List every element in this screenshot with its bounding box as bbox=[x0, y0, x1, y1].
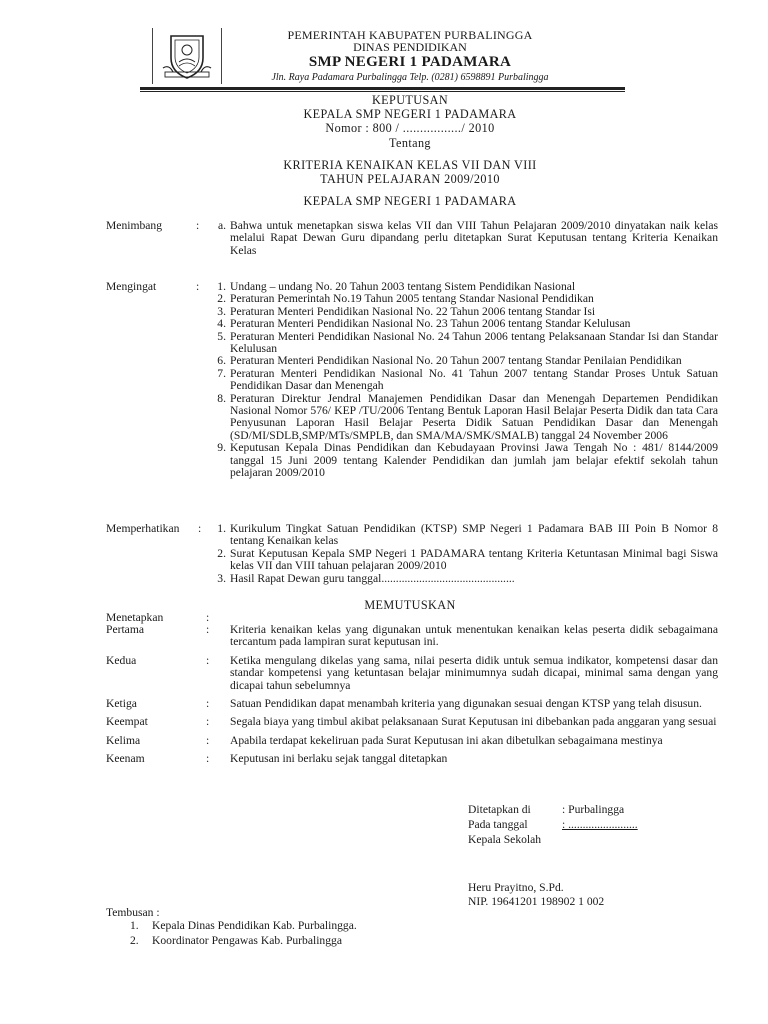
decision-label: Keenam bbox=[106, 752, 145, 766]
list-item bbox=[217, 571, 718, 585]
section-label: Menimbang bbox=[106, 219, 163, 232]
decision-row-kelima bbox=[106, 735, 716, 747]
item-number: a. bbox=[217, 219, 226, 232]
signature-block bbox=[468, 804, 728, 846]
section-colon: : bbox=[196, 219, 200, 232]
item-number: 4. bbox=[217, 317, 226, 331]
item-text: Peraturan Direktur Jendral Manajemen Pendidikan Dasar dan Menengah Departemen Pendidikan Nasional Nomor 576/ KEP /TU/2006 Tentang Bentuk Laporan Hasil Belajar Peserta Didik dan tata Cara Penyusunan Laporan Hasil Belajar Peserta Didik Satuan Pendidikan Dasar dan Menengah (SD/MI/SDLB,SMP/MTs/SMPLB, dan SMA/MA/SMK/SMALB) tanggal 24 November 2006 bbox=[230, 391, 718, 442]
section-label: Memperhatikan bbox=[106, 522, 180, 535]
item-number: 9. bbox=[217, 441, 226, 455]
crest-icon bbox=[159, 28, 215, 82]
tembusan-block bbox=[106, 907, 506, 947]
title-kepala: KEPALA SMP NEGERI 1 PADAMARA bbox=[303, 107, 517, 121]
tanggal-label: Pada tanggal bbox=[468, 818, 528, 832]
item-text: Peraturan Pemerintah No.19 Tahun 2005 tentang Standar Nasional Pendidikan bbox=[230, 292, 594, 306]
decision-colon: : bbox=[206, 623, 210, 636]
item-text: Surat Keputusan Kepala SMP Negeri 1 PADAMARA tentang Kriteria Ketuntasan Minimal bagi Siswa kelas VII dan VIII tahuan pelajaran 2009/2010 bbox=[230, 546, 718, 573]
tembusan-label: Tembusan : bbox=[106, 906, 160, 919]
decision-label: Kelima bbox=[106, 733, 141, 747]
list-item bbox=[217, 546, 718, 573]
letterhead-rule-thick bbox=[140, 87, 625, 90]
section-colon: : bbox=[196, 280, 200, 293]
item-number: 3. bbox=[217, 304, 226, 318]
decision-text: Keputusan ini berlaku sejak tanggal ditetapkan bbox=[230, 752, 448, 766]
ditetapkan-row bbox=[468, 804, 728, 816]
decision-colon: : bbox=[206, 697, 210, 711]
signature-jabatan: Kepala Sekolah bbox=[468, 832, 542, 846]
decision-row-pertama bbox=[106, 624, 716, 649]
decision-text: Segala biaya yang timbul akibat pelaksanaan Surat Keputusan ini dibebankan pada anggaran yang sesuai bbox=[230, 715, 717, 729]
section-memutuskan bbox=[106, 612, 716, 766]
signature-name: Heru Prayitno, S.Pd. bbox=[468, 881, 564, 894]
item-text: Koordinator Pengawas Kab. Purbalingga bbox=[152, 933, 342, 947]
decision-label: Ketiga bbox=[106, 697, 137, 711]
decision-label: Keempat bbox=[106, 715, 148, 729]
ditetapkan-label: Ditetapkan di bbox=[468, 803, 531, 816]
list-item bbox=[217, 441, 718, 480]
decision-colon: : bbox=[206, 653, 210, 667]
tanggal-row bbox=[468, 819, 728, 831]
ditetapkan-value: : Purbalingga bbox=[562, 803, 625, 816]
title-subject-2: TAHUN PELAJARAN 2009/2010 bbox=[320, 172, 500, 186]
letterhead-line-1: PEMERINTAH KABUPATEN PURBALINGGA bbox=[287, 28, 533, 42]
letterhead-address: Jln. Raya Padamara Purbalingga Telp. (0281) 6598891 Purbalingga bbox=[271, 72, 549, 83]
item-number: 2. bbox=[217, 546, 226, 560]
item-number: 7. bbox=[217, 366, 226, 380]
decision-row-keempat bbox=[106, 716, 716, 728]
item-text: Peraturan Menteri Pendidikan Nasional No. 23 Tahun 2006 tentang Standar Kelulusan bbox=[230, 317, 631, 331]
item-text: Kepala Dinas Pendidikan Kab. Purbalingga. bbox=[152, 919, 357, 933]
section-colon: : bbox=[198, 522, 202, 535]
decision-text: Ketika mengulang dikelas yang sama, nilai peserta didik untuk semua indikator, kompetensi dasar dan standar kompetensi yang ketuntasan belajar minimumnya sudah dicapai, minimal sama dengan yang dicapai tahun sebelumnya bbox=[230, 653, 718, 692]
list-item bbox=[217, 391, 718, 443]
item-text: Peraturan Menteri Pendidikan Nasional No. 24 Tahun 2006 tentang Pelaksanaan Standar Isi dan Standar Kelulusan bbox=[230, 329, 718, 356]
decision-colon: : bbox=[206, 611, 210, 624]
item-number: 1. bbox=[217, 280, 226, 293]
item-text: Peraturan Menteri Pendidikan Nasional No. 22 Tahun 2006 tentang Standar Isi bbox=[230, 304, 596, 318]
decision-label: Kedua bbox=[106, 653, 137, 667]
decision-text: Satuan Pendidikan dapat menambah kriteria yang digunakan sesuai dengan KTSP yang telah disusun. bbox=[230, 697, 702, 711]
item-text: Peraturan Menteri Pendidikan Nasional No. 20 Tahun 2007 tentang Standar Penilaian Pendidikan bbox=[230, 354, 682, 368]
signature-nip: NIP. 19641201 198902 1 002 bbox=[468, 895, 605, 908]
item-number: 6. bbox=[217, 354, 226, 368]
list-item bbox=[130, 919, 506, 933]
decision-label: Pertama bbox=[106, 623, 144, 636]
school-logo bbox=[152, 28, 222, 84]
section-label: Mengingat bbox=[106, 280, 157, 293]
title-keputusan: KEPUTUSAN bbox=[371, 93, 449, 107]
decision-colon: : bbox=[206, 752, 210, 766]
item-text: Undang – undang No. 20 Tahun 2003 tentang Sistem Pendidikan Nasional bbox=[230, 280, 576, 293]
decision-colon: : bbox=[206, 733, 210, 747]
item-text: Keputusan Kepala Dinas Pendidikan dan Kebudayaan Provinsi Jawa Tengah No : 481/ 8144/2009 tanggal 15 Juni 2009 tentang Kalender Pendidikan dan jumlah jam belajar efektif sekolah tahun pelajaran 2009/2010 bbox=[230, 441, 718, 480]
decision-label: Menetapkan bbox=[106, 611, 164, 624]
decision-row-keenam bbox=[106, 753, 716, 765]
list-item bbox=[217, 522, 718, 548]
title-nomor: Nomor : 800 / ................./ 2010 bbox=[325, 121, 495, 135]
letterhead-line-2: DINAS PENDIDIKAN bbox=[353, 40, 467, 54]
item-number: 5. bbox=[217, 329, 226, 343]
title-subject-1: KRITERIA KENAIKAN KELAS VII DAN VIII bbox=[283, 158, 537, 172]
list-item bbox=[217, 329, 718, 356]
title-kepala-2: KEPALA SMP NEGERI 1 PADAMARA bbox=[303, 194, 517, 208]
memutuskan-heading: MEMUTUSKAN bbox=[364, 598, 456, 612]
item-number: 2. bbox=[130, 933, 139, 947]
item-text: Hasil Rapat Dewan guru tanggal.............................................. bbox=[230, 571, 515, 585]
decision-text: Kriteria kenaikan kelas yang digunakan untuk menentukan kenaikan kelas peserta didik sebagaimana tercantum pada lampiran surat keputusan ini. bbox=[230, 623, 718, 649]
decision-text: Apabila terdapat kekeliruan pada Surat Keputusan ini akan dibetulkan sebagaimana mestinya bbox=[230, 733, 663, 747]
item-text: Bahwa untuk menetapkan siswa kelas VII dan VIII Tahun Pelajaran 2009/2010 dinyatakan naik kelas melalui Rapat Dewan Guru dipandang perlu ditetapkan Surat Keputusan tentang Kriteria Kenaikan Kelas bbox=[230, 219, 718, 257]
decision-colon: : bbox=[206, 715, 210, 729]
list-item bbox=[217, 219, 718, 257]
decision-row-ketiga bbox=[106, 698, 716, 710]
item-number: 8. bbox=[217, 391, 226, 405]
item-number: 2. bbox=[217, 292, 226, 306]
item-number: 1. bbox=[130, 919, 139, 933]
title-tentang: Tentang bbox=[389, 136, 431, 150]
list-item bbox=[130, 933, 506, 947]
item-number: 3. bbox=[217, 571, 226, 585]
letterhead-school-name: SMP NEGERI 1 PADAMARA bbox=[308, 54, 512, 70]
item-text: Peraturan Menteri Pendidikan Nasional No. 41 Tahun 2007 tentang Standar Proses Untuk Satuan Pendidikan Dasar dan Menengah bbox=[230, 366, 718, 393]
letterhead-rule-thin bbox=[140, 91, 625, 92]
item-number: 1. bbox=[217, 522, 226, 535]
item-text: Kurikulum Tingkat Satuan Pendidikan (KTSP) SMP Negeri 1 Padamara BAB III Poin B Nomor 8 tentang Kenaikan kelas bbox=[230, 522, 718, 548]
tanggal-value: : ........................ bbox=[562, 818, 638, 832]
decision-row-kedua bbox=[106, 655, 716, 692]
list-item bbox=[217, 366, 718, 393]
